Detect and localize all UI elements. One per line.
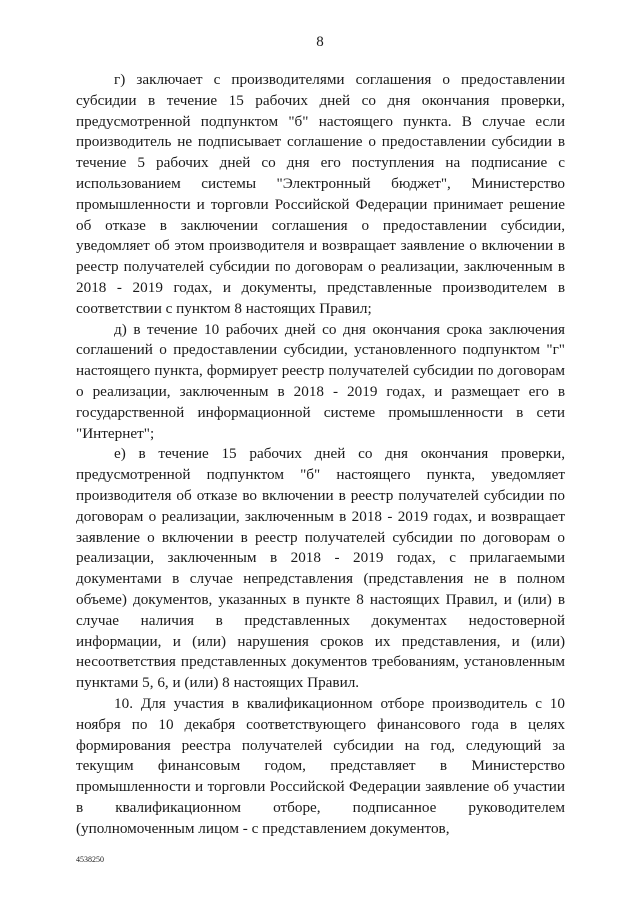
paragraph-item-10: 10. Для участия в квалификационном отборе производитель с 10 ноября по 10 декабря соответствующего финансового года в целях формирования реестра получателей субсидии на год, следующий за текущим финансовым годом, представляет в Министерство промышленности и торговли Российской Федерации заявление об участии в квалификационном отборе, подписанное руководителем (уполномоченным лицом - с представлением документов,: [76, 694, 565, 837]
document-code: 4538250: [76, 855, 104, 864]
paragraph-subitem-d: д) в течение 10 рабочих дней со дня окончания срока заключения соглашений о предоставлении субсидии, установленного подпунктом "г" настоящего пункта, формирует реестр получателей субсидии по договорам о реализации, заключенным в 2018 - 2019 годах, и размещает его в государственной информационной системе промышленности в сети "Интернет";: [76, 320, 565, 442]
paragraph-subitem-g: г) заключает с производителями соглашения о предоставлении субсидии в течение 15 рабочих дней со дня окончания проверки, предусмотренной подпунктом "б" настоящего пункта. В случае если производитель не подписывает соглашение о предоставлении субсидии в течение 5 рабочих дней со дня его поступления на подписание с использованием системы "Электронный бюджет", Министерство промышленности и торговли Российской Федерации принимает решение об отказе в заключении соглашения о предоставлении субсидии, уведомляет об этом производителя и возвращает заявление о включении в реестр получателей субсидии по договорам о реализации, заключенным в 2018 - 2019 годах, и документы, представленные производителем в соответствии с пунктом 8 настоящих Правил;: [76, 71, 565, 317]
paragraph-subitem-e: е) в течение 15 рабочих дней со дня окончания проверки, предусмотренной подпунктом "б" настоящего пункта, уведомляет производителя об отказе во включении в реестр получателей субсидии по договорам о реализации, заключенным в 2018 - 2019 годах, и возвращает заявление о включении в реестр получателей субсидии по договорам о реализации, заключенным в 2018 - 2019 годах, с прилагаемыми документами в случае непредставления (представления не в полном объеме) документов, указанных в пункте 8 настоящих Правил, и (или) в случае наличия в представленных документах недостоверной информации, и (или) нарушения сроков их представления, и (или) несоответствия представленных документов требованиям, установленным пунктами 5, 6, и (или) 8 настоящих Правил.: [76, 445, 565, 692]
document-body: [76, 70, 565, 839]
page-number: 8: [316, 34, 324, 50]
